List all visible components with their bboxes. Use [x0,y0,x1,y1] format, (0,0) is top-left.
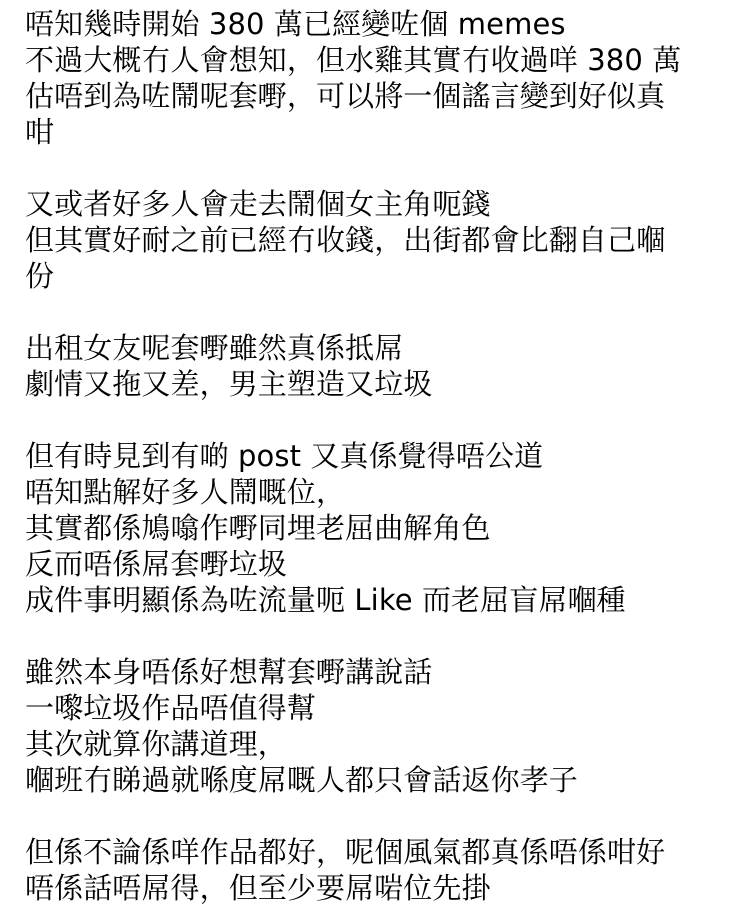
text-line: 但有時見到有啲 post 又真係覺得唔公道 [25,439,544,473]
text-line: 唔係話唔屌得，但至少要屌啱位先掛 [25,871,491,905]
text-line: 但係不論係咩作品都好，呢個風氣都真係唔係咁好 [25,835,666,869]
text-line: 估唔到為咗鬧呢套嘢，可以將一個謠言變到好似真 [25,79,666,113]
text-line: 反而唔係屌套嘢垃圾 [25,547,287,581]
text-line: 成件事明顯係為咗流量呃 Like 而老屈盲屌嗰種 [25,583,626,617]
paragraph-1 [25,6,750,150]
text-line: 劇情又拖又差，男主塑造又垃圾 [25,367,433,401]
text-line: 又或者好多人會走去鬧個女主角呃錢 [25,187,491,221]
text-line: 嗰班冇睇過就喺度屌嘅人都只會話返你孝子 [25,763,578,797]
text-line: 但其實好耐之前已經冇收錢，出街都會比翻自己嗰 [25,223,666,257]
text-line: 一嚟垃圾作品唔值得幫 [25,691,317,725]
text-line: 份 [25,259,55,293]
text-line: 出租女友呢套嘢雖然真係抵屌 [25,331,404,365]
text-line: 唔知點解好多人鬧嘅位， [25,475,346,509]
paragraph-3 [25,330,750,402]
text-line: 雖然本身唔係好想幫套嘢講說話 [25,655,433,689]
text-line: 唔知幾時開始 380 萬已經變咗個 memes [25,7,566,41]
paragraph-6 [25,834,750,906]
paragraph-5 [25,654,750,798]
text-line: 不過大概冇人會想知，但水雞其實冇收過咩 380 萬 [25,43,682,77]
text-line: 其次就算你講道理， [25,727,287,761]
paragraph-2 [25,186,750,294]
text-line: 其實都係鳩噏作嘢同埋老屈曲解角色 [25,511,491,545]
paragraph-4 [25,438,750,618]
text-line: 咁 [25,115,55,149]
